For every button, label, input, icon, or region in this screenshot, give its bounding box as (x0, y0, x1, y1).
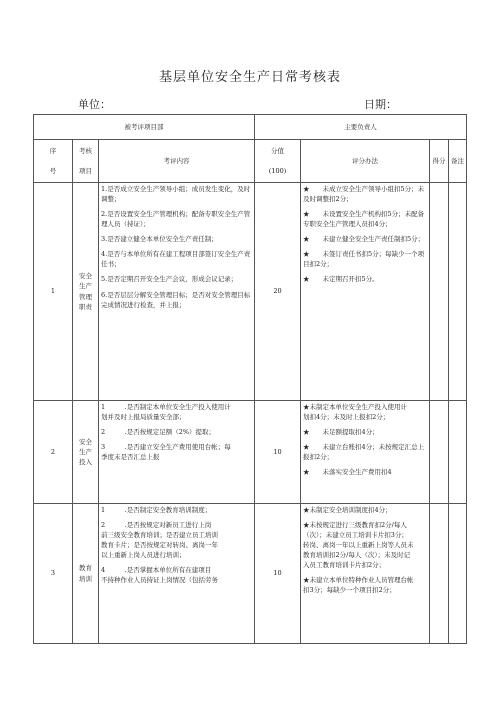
row-item: 教育 培训 (73, 504, 99, 644)
content-line: 4.是否与本单位所有在建工程项目部签订安全生产责任书； (101, 250, 251, 269)
method-line: ★未按规定进行三级教育扣2分/每人 （次）；未建立员工培训卡片扣3分； 转岗、离岗一年以上重新上岗等人员未 教育培训扣2分/每人（次）；未及时记 入员工教育培训卡片扣2分； (303, 521, 414, 570)
row-got (430, 183, 449, 401)
unit-label: 单位： (78, 98, 111, 111)
content-line: 1.是否成立安全生产领导小组；成员发生变化，及时调整； (101, 185, 251, 204)
method-line: ★ 未足额提取扣4分； (303, 428, 379, 437)
dept-label: 被考评项目部 (34, 115, 255, 140)
method-line: ★ 未定期召开扣5分。 (303, 275, 379, 284)
date-label: 日期： (364, 98, 397, 111)
row-content (99, 183, 255, 401)
col-item: 考核 项目 (73, 140, 99, 183)
row-remark (449, 183, 467, 401)
row-content (99, 504, 255, 644)
row-seq: 1 (34, 183, 73, 401)
col-got: 得分 (430, 140, 449, 183)
row-method (301, 183, 430, 401)
content-line: 1 .是否制定本单位安全生产投入使用计 划并及时上报局质量安全部； (101, 403, 231, 422)
col-score: 分值 (100) (255, 140, 301, 183)
row-got (430, 401, 449, 504)
content-line: 3.是否建立健全本单位安全生产责任制； (101, 235, 218, 244)
method-line: ★ 未成立安全生产领导小组扣5分；未 及时调整扣2分； (303, 185, 425, 204)
method-line: ★ 未建立健全安全生产责任制扣5分； (303, 235, 425, 244)
row-score: 10 (255, 401, 301, 504)
assessment-table (33, 114, 467, 644)
method-line: ★未建立本单位特种作业人员管理台帐 扣3分；每缺少一个项目扣2分； (303, 576, 414, 595)
content-line: 6.是否层层分解安全管理目标；是否对安全管理目标完成情况进行检查，并上报； (101, 290, 251, 309)
content-line: 2 .是否按规定足额（2%）提取； (101, 428, 216, 437)
content-line: 3 .是否建立安全生产费用使用台帐；每 季度末是否汇总上报 (101, 443, 231, 462)
row-content (99, 401, 255, 504)
method-line: ★未制定安全培训制度扣4分； (303, 506, 392, 514)
table-row (34, 183, 467, 401)
method-line: ★ 未落实安全生产费用扣4 (303, 468, 392, 477)
row-remark (449, 504, 467, 644)
row-remark (449, 401, 467, 504)
row-item: 安全 生产 管理 职责 (73, 183, 99, 401)
page-title: 基层单位安全生产日常考核表 (158, 70, 341, 85)
row-score: 10 (255, 504, 301, 644)
method-line: ★未制定本单位安全生产投入使用计 划扣4分；未及时上报扣2分； (303, 403, 408, 422)
row-item: 安全 生产 投入 (73, 401, 99, 504)
table-row (34, 401, 467, 504)
row-seq: 2 (34, 401, 73, 504)
row-got (430, 504, 449, 644)
col-seq: 序 号 (34, 140, 73, 183)
method-line: ★ 未建立台账扣4分；未按规定汇总上 报扣2分； (303, 443, 425, 462)
method-line: ★ 未设置安全生产机构扣5分；未配备 专职安全生产管理人员扣4分； (303, 210, 425, 229)
col-method: 评分办法 (301, 140, 430, 183)
content-line: 2 .是否按规定对新员工进行上岗 前三级安全教育培训；是否建立员工培训 教育卡片；是否按规定对转岗、离岗一年 以上重新上岗人员进行培训； (101, 521, 218, 560)
content-line: 4 .是否掌握本单位所有在建项目 不持种作业人员持证上岗情况（包括劳务 (101, 566, 218, 585)
row-score: 20 (255, 183, 301, 401)
col-content: 考评内容 (99, 140, 255, 183)
row-method (301, 401, 430, 504)
row-seq: 3 (34, 504, 73, 644)
leader-label: 主要负责人 (255, 115, 467, 140)
col-remark: 备注 (449, 140, 467, 183)
header-row-dept (34, 115, 467, 140)
method-line: ★ 未签订责任书扣5分；每缺少一个项 目扣2分； (303, 250, 425, 269)
content-line: 5.是否定期召开安全生产会议，形成会议记录； (101, 275, 238, 284)
row-method (301, 504, 430, 644)
content-line: 2.是否设置安全生产管理机构；配备专职安全生产管理人员（持证）； (101, 210, 251, 229)
header-row-columns (34, 140, 467, 183)
table-row (34, 504, 467, 644)
content-line: 1 .是否制定安全教育培训制度； (101, 506, 212, 514)
